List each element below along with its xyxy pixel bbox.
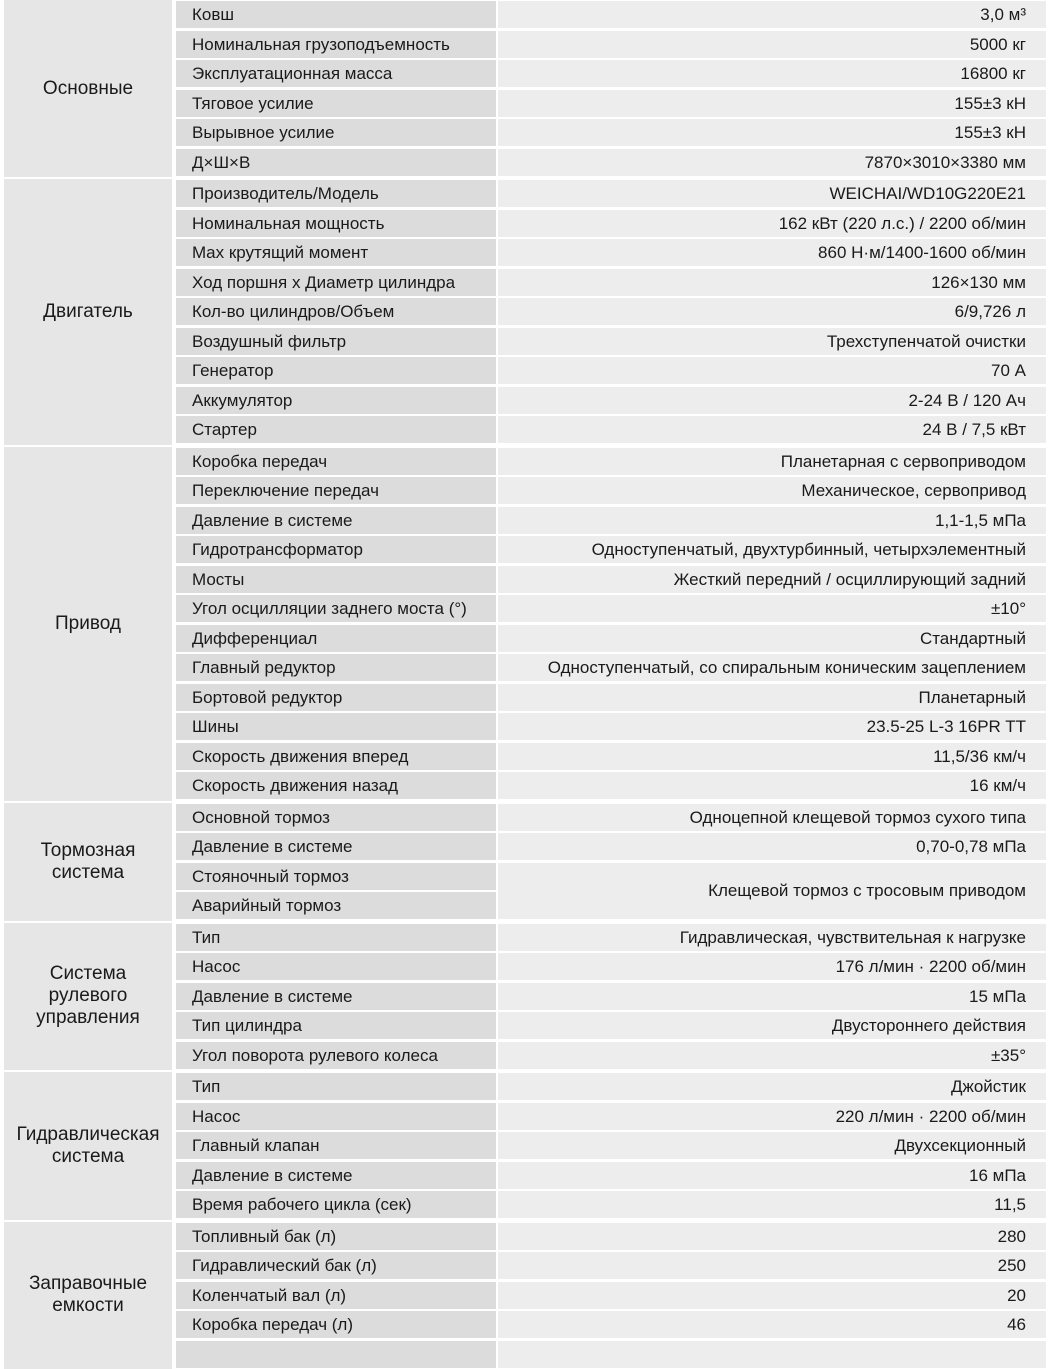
spec-value: 20 [498,1282,1046,1309]
spec-label: Давление в системе [176,1162,496,1189]
spec-row [176,594,1060,624]
spec-label: Эксплуатационная масса [176,60,496,87]
spec-label: Давление в системе [176,983,496,1010]
spec-row [176,832,1060,862]
spec-label: Скорость движения вперед [176,743,496,770]
spec-group [0,179,1060,445]
spec-label: Коленчатый вал (л) [176,1282,496,1309]
spec-label: Бортовой редуктор [176,684,496,711]
spec-value: ±35° [498,1042,1046,1069]
spec-value: 3,0 м³ [498,1,1046,28]
spec-label: Производитель/Модель [176,180,496,207]
spec-row [176,30,1060,60]
spec-value: Гидравлическая, чувствительная к нагрузке [498,924,1046,951]
spec-label: Ковш [176,1,496,28]
spec-value: Стандартный [498,625,1046,652]
spec-row [176,59,1060,89]
spec-value: 70 А [498,357,1046,384]
spec-label: Скорость движения назад [176,772,496,799]
spec-value: ±10° [498,595,1046,622]
spec-label: Д×Ш×В [176,149,496,176]
spec-value [498,1341,1046,1368]
spec-row [176,447,1060,477]
spec-row [176,1281,1060,1311]
spec-value: Клещевой тормоз с тросовым приводом [498,863,1046,920]
spec-label: Шины [176,713,496,740]
spec-label: Главный редуктор [176,654,496,681]
spec-label: Гидротрансформатор [176,536,496,563]
spec-label: Стартер [176,416,496,443]
category-label: Заправочные емкости [4,1222,172,1369]
spec-row [176,952,1060,982]
spec-value: 155±3 кН [498,119,1046,146]
spec-row [176,1131,1060,1161]
spec-row [176,1310,1060,1340]
spec-label: Вырывное усилие [176,119,496,146]
category-label: Основные [4,0,172,177]
spec-label: Max крутящий момент [176,239,496,266]
spec-group [0,1072,1060,1220]
spec-row [176,356,1060,386]
spec-row [176,923,1060,953]
spec-label: Воздушный фильтр [176,328,496,355]
spec-value: 280 [498,1223,1046,1250]
spec-value: Одноступенчатый, со спиральным коническим зацеплением [498,654,1046,681]
spec-value: Механическое, сервопривод [498,477,1046,504]
spec-label: Давление в системе [176,833,496,860]
spec-value: 162 кВт (220 л.с.) / 2200 об/мин [498,210,1046,237]
spec-label: Кол-во цилиндров/Объем [176,298,496,325]
spec-label: Номинальная грузоподъемность [176,31,496,58]
spec-row [176,327,1060,357]
spec-label: Топливный бак (л) [176,1223,496,1250]
spec-label: Гидравлический бак (л) [176,1252,496,1279]
spec-label: Ход поршня х Диаметр цилиндра [176,269,496,296]
spec-value: 2-24 В / 120 Ач [498,387,1046,414]
spec-label: Главный клапан [176,1132,496,1159]
spec-value: 0,70-0,78 мПа [498,833,1046,860]
spec-value: 176 л/мин · 2200 об/мин [498,953,1046,980]
spec-row [176,506,1060,536]
spec-value: 220 л/мин · 2200 об/мин [498,1103,1046,1130]
spec-row [176,1222,1060,1252]
spec-row [176,386,1060,416]
spec-value: 15 мПа [498,983,1046,1010]
spec-value: Джойстик [498,1073,1046,1100]
spec-row [176,1161,1060,1191]
spec-row [176,118,1060,148]
spec-label: Генератор [176,357,496,384]
spec-row [176,268,1060,298]
spec-row [176,624,1060,654]
spec-value: 860 Н·м/1400-1600 об/мин [498,239,1046,266]
spec-value: Жесткий передний / осциллирующий задний [498,566,1046,593]
spec-group [0,447,1060,801]
spec-row [176,742,1060,772]
spec-group [0,923,1060,1071]
spec-row [176,1011,1060,1041]
spec-row [176,415,1060,445]
spec-label: Давление в системе [176,507,496,534]
spec-label: Тип [176,1073,496,1100]
spec-row [176,1251,1060,1281]
spec-value: 11,5 [498,1191,1046,1218]
spec-row [176,476,1060,506]
spec-row [176,1340,1060,1369]
spec-value: 250 [498,1252,1046,1279]
spec-row [176,771,1060,801]
spec-label [176,1341,496,1368]
spec-value: Одноцепной клещевой тормоз сухого типа [498,804,1046,831]
spec-value: 155±3 кН [498,90,1046,117]
spec-row [176,535,1060,565]
spec-group [0,1222,1060,1369]
spec-value: Двухсекционный [498,1132,1046,1159]
spec-label: Угол осцилляции заднего моста (°) [176,595,496,622]
spec-value: 126×130 мм [498,269,1046,296]
spec-label: Насос [176,953,496,980]
spec-value: WEICHAI/WD10G220E21 [498,180,1046,207]
spec-row [176,297,1060,327]
spec-row [176,565,1060,595]
spec-row [176,803,1060,833]
spec-value: Планетарная с сервоприводом [498,448,1046,475]
spec-value: Двустороннего действия [498,1012,1046,1039]
spec-row [176,862,1060,892]
spec-row [176,683,1060,713]
spec-label: Коробка передач (л) [176,1311,496,1338]
spec-value: 5000 кг [498,31,1046,58]
category-label: Тормозная система [4,803,172,921]
spec-value: 16 км/ч [498,772,1046,799]
spec-row [176,179,1060,209]
spec-label: Аккумулятор [176,387,496,414]
spec-row [176,712,1060,742]
category-label: Система рулевого управления [4,923,172,1071]
spec-value: 24 В / 7,5 кВт [498,416,1046,443]
category-label: Двигатель [4,179,172,445]
spec-row [176,1072,1060,1102]
spec-value: 6/9,726 л [498,298,1046,325]
spec-row [176,982,1060,1012]
spec-label: Основной тормоз [176,804,496,831]
spec-value: 7870×3010×3380 мм [498,149,1046,176]
spec-value: Планетарный [498,684,1046,711]
spec-row [176,209,1060,239]
spec-label: Тяговое усилие [176,90,496,117]
spec-label: Переключение передач [176,477,496,504]
spec-group [0,0,1060,177]
spec-group [0,803,1060,921]
spec-label: Тип цилиндра [176,1012,496,1039]
spec-value: Трехступенчатой очистки [498,328,1046,355]
spec-row [176,0,1060,30]
spec-value: 16800 кг [498,60,1046,87]
spec-row [176,1102,1060,1132]
spec-label: Время рабочего цикла (сек) [176,1191,496,1218]
spec-value: 16 мПа [498,1162,1046,1189]
spec-value: Одноступенчатый, двухтурбинный, четырхэлементный [498,536,1046,563]
spec-label: Коробка передач [176,448,496,475]
spec-value: 11,5/36 км/ч [498,743,1046,770]
spec-row [176,89,1060,119]
spec-row [176,238,1060,268]
spec-label: Насос [176,1103,496,1130]
category-label: Привод [4,447,172,801]
spec-label: Стояночный тормоз [176,863,496,890]
category-label: Гидравлическая система [4,1072,172,1220]
spec-label: Аварийный тормоз [176,892,496,919]
spec-row [176,1041,1060,1071]
spec-label: Тип [176,924,496,951]
spec-label: Дифференциал [176,625,496,652]
spec-label: Номинальная мощность [176,210,496,237]
spec-row [176,1190,1060,1220]
spec-value: 23.5-25 L-3 16PR TT [498,713,1046,740]
spec-value: 1,1-1,5 мПа [498,507,1046,534]
spec-row [176,653,1060,683]
spec-row [176,148,1060,178]
spec-label: Угол поворота рулевого колеса [176,1042,496,1069]
spec-label: Мосты [176,566,496,593]
spec-value: 46 [498,1311,1046,1338]
